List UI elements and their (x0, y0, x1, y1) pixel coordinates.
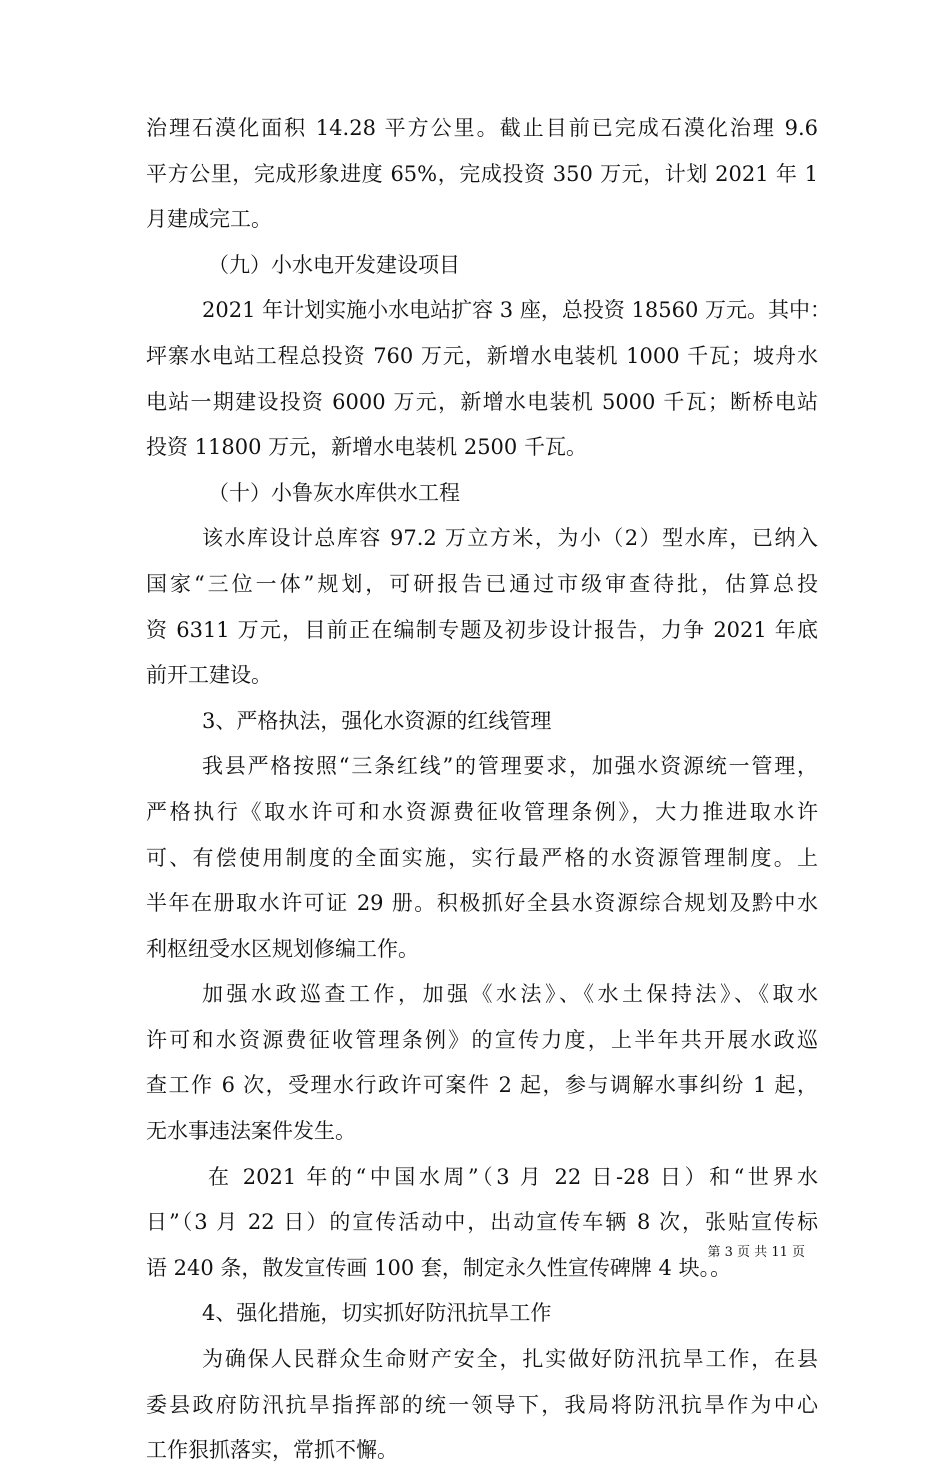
text-line: 月建成完工。 (146, 207, 272, 232)
text-line: 平方公里，完成形象进度 65%，完成投资 350 万元，计划 2021 年 1 (146, 161, 818, 186)
text-line: （十）小鲁灰水库供水工程 (208, 480, 460, 505)
text-line: 语 240 条，散发宣传画 100 套，制定永久性宣传碑牌 4 块。。 (146, 1255, 732, 1280)
text-line: 半年在册取水许可证 29 册。积极抓好全县水资源综合规划及黔中水 (146, 891, 818, 916)
text-line: 日”（3 月 22 日）的宣传活动中，出动宣传车辆 8 次，张贴宣传标 (146, 1210, 818, 1235)
text-line: 电站一期建设投资 6000 万元，新增水电装机 5000 千瓦；断桥电站 (146, 389, 818, 414)
text-line: 可、有偿使用制度的全面实施，实行最严格的水资源管理制度。上 (146, 845, 818, 870)
text-line: 工作狠抓落实，常抓不懈。 (146, 1438, 398, 1463)
text-line: 前开工建设。 (146, 663, 272, 688)
page-number: 第 3 页 共 11 页 (707, 1245, 805, 1260)
text-line: 委县政府防汛抗旱指挥部的统一领导下，我局将防汛抗旱作为中心 (146, 1392, 818, 1417)
text-line: 许可和水资源费征收管理条例》的宣传力度，上半年共开展水政巡 (146, 1027, 818, 1052)
text-line: 资 6311 万元，目前正在编制专题及初步设计报告，力争 2021 年底 (146, 617, 818, 642)
text-line: 我县严格按照“三条红线”的管理要求，加强水资源统一管理， (202, 754, 818, 779)
body-text (146, 106, 831, 1474)
text-line: 该水库设计总库容 97.2 万立方米，为小（2）型水库，已纳入 (202, 526, 818, 551)
text-line: 加强水政巡查工作，加强《水法》、《水土保持法》、《取水 (202, 982, 818, 1007)
text-line: 治理石漠化面积 14.28 平方公里。截止目前已完成石漠化治理 9.6 (146, 116, 818, 140)
text-line: 3、严格执法，强化水资源的红线管理 (202, 708, 552, 733)
text-line: （九）小水电开发建设项目 (208, 252, 460, 277)
text-line: 严格执行《取水许可和水资源费征收管理条例》，大力推进取水许 (146, 799, 818, 824)
text-line: 国家“三位一体”规划，可研报告已通过市级审查待批，估算总投 (146, 571, 818, 596)
text-line: 在 2021 年的“中国水周”（3 月 22 日-28 日）和“世界水 (208, 1164, 818, 1189)
text-line: 无水事违法案件发生。 (146, 1119, 356, 1144)
text-line: 利枢纽受水区规划修编工作。 (146, 936, 419, 961)
text-line: 2021 年计划实施小水电站扩容 3 座，总投资 18560 万元。其中： (202, 298, 831, 323)
text-line: 查工作 6 次，受理水行政许可案件 2 起，参与调解水事纠纷 1 起， (146, 1073, 818, 1098)
text-line: 坪寨水电站工程总投资 760 万元，新增水电装机 1000 千瓦；坡舟水 (146, 343, 818, 368)
text-line: 为确保人民群众生命财产安全，扎实做好防汛抗旱工作，在县 (202, 1347, 818, 1372)
text-line: 投资 11800 万元，新增水电装机 2500 千瓦。 (146, 435, 587, 460)
text-line: 4、强化措施，切实抓好防汛抗旱工作 (202, 1301, 552, 1326)
